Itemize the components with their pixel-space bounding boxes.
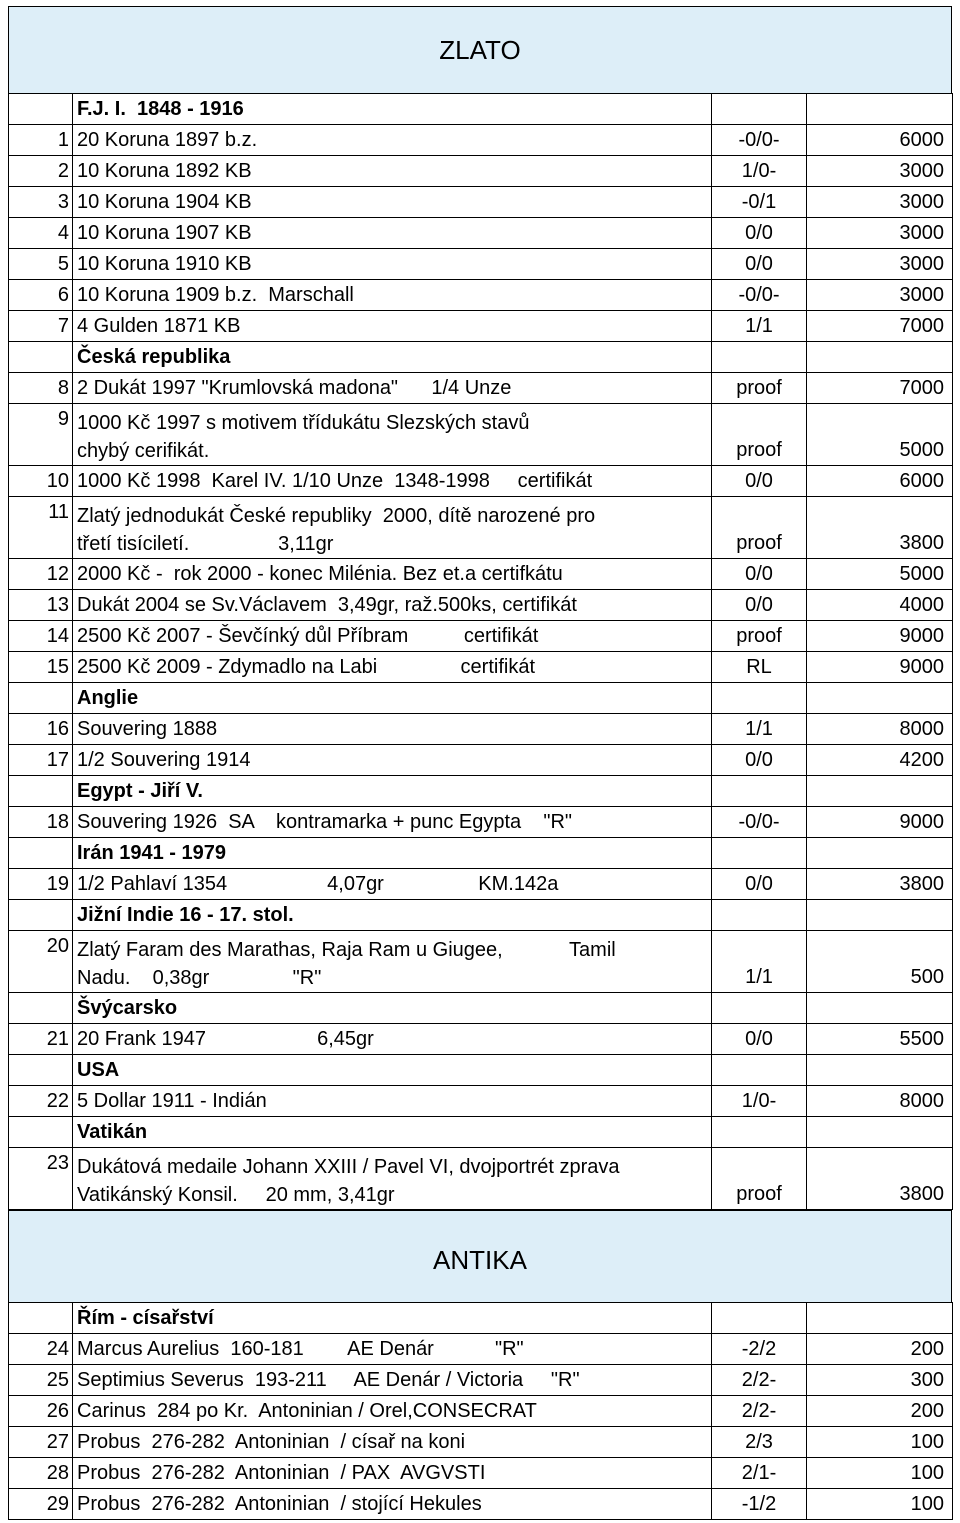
section-banner-antika (8, 1210, 952, 1302)
grade-cell: -0/0- (712, 125, 807, 156)
section-header-label: Řím - císařství (73, 1303, 712, 1334)
table-row (9, 559, 953, 590)
item-description: Dukát 2004 se Sv.Václavem 3,49gr, raž.500ks, certifikát (73, 590, 712, 621)
price-cell: 3000 (807, 280, 953, 311)
row-number: 16 (9, 714, 73, 745)
table-row (9, 807, 953, 838)
item-description: 2500 Kč 2007 - Ševčínký důl Příbram certifikát (73, 621, 712, 652)
price-cell (807, 683, 953, 714)
item-description-line: Zlatý Faram des Marathas, Raja Ram u Giugee, Tamil (77, 939, 616, 961)
row-number: 27 (9, 1427, 73, 1458)
item-description: Souvering 1926 SA kontramarka + punc Egypta "R" (73, 807, 712, 838)
grade-cell: -0/0- (712, 280, 807, 311)
row-number: 18 (9, 807, 73, 838)
item-description-line: Vatikánský Konsil. 20 mm, 3,41gr (77, 1184, 395, 1206)
section-header-label: Anglie (73, 683, 712, 714)
price-cell: 7000 (807, 373, 953, 404)
price-cell (807, 900, 953, 931)
table-row (9, 156, 953, 187)
row-number: 5 (9, 249, 73, 280)
row-number: 3 (9, 187, 73, 218)
table-row (9, 1024, 953, 1055)
price-cell: 3000 (807, 156, 953, 187)
item-description-line: chybý cerifikát. (77, 440, 210, 462)
item-description-line: Zlatý jednodukát České republiky 2000, dítě narozené pro (77, 505, 596, 527)
price-cell: 6000 (807, 125, 953, 156)
section-header-row (9, 342, 953, 373)
grade-cell: proof (712, 1148, 807, 1210)
table-row (9, 652, 953, 683)
price-cell: 500 (807, 931, 953, 993)
section-header-row (9, 1303, 953, 1334)
price-list-sheet (8, 6, 952, 1520)
grade-cell: 0/0 (712, 466, 807, 497)
section-header-label: USA (73, 1055, 712, 1086)
row-number: 25 (9, 1365, 73, 1396)
grade-cell (712, 683, 807, 714)
price-cell: 5000 (807, 559, 953, 590)
item-description (73, 931, 712, 993)
section-header-row (9, 838, 953, 869)
price-cell: 100 (807, 1489, 953, 1520)
grade-cell: 1/1 (712, 311, 807, 342)
price-cell (807, 342, 953, 373)
row-number: 22 (9, 1086, 73, 1117)
item-description: 4 Gulden 1871 KB (73, 311, 712, 342)
row-number: 15 (9, 652, 73, 683)
price-cell (807, 94, 953, 125)
price-cell: 5500 (807, 1024, 953, 1055)
table-row (9, 497, 953, 559)
grade-cell: 0/0 (712, 869, 807, 900)
table-row (9, 931, 953, 993)
table-row (9, 404, 953, 466)
item-description: Probus 276-282 Antoninian / císař na koni (73, 1427, 712, 1458)
grade-cell (712, 342, 807, 373)
row-number: 11 (9, 497, 73, 559)
section-header-label: Irán 1941 - 1979 (73, 838, 712, 869)
section-header-label: Egypt - Jiří V. (73, 776, 712, 807)
grade-cell: 0/0 (712, 559, 807, 590)
grade-cell: proof (712, 404, 807, 466)
price-cell: 7000 (807, 311, 953, 342)
item-description: Septimius Severus 193-211 AE Denár / Victoria "R" (73, 1365, 712, 1396)
item-description: 2 Dukát 1997 "Krumlovská madona" 1/4 Unze (73, 373, 712, 404)
item-description: Carinus 284 po Kr. Antoninian / Orel,CONSECRAT (73, 1396, 712, 1427)
row-number (9, 993, 73, 1024)
row-number (9, 683, 73, 714)
table-row (9, 1148, 953, 1210)
price-cell (807, 776, 953, 807)
section-header-row (9, 1117, 953, 1148)
grade-cell: 0/0 (712, 590, 807, 621)
row-number (9, 1117, 73, 1148)
section-header-row (9, 683, 953, 714)
row-number: 12 (9, 559, 73, 590)
price-cell: 3000 (807, 218, 953, 249)
table-row (9, 280, 953, 311)
section-header-row (9, 993, 953, 1024)
item-description-line: 1000 Kč 1997 s motivem třídukátu Slezských stavů (77, 412, 530, 434)
price-cell: 8000 (807, 1086, 953, 1117)
row-number: 4 (9, 218, 73, 249)
grade-cell: RL (712, 652, 807, 683)
section-title-zlato: ZLATO (439, 35, 521, 65)
table-antika (8, 1302, 953, 1520)
grade-cell: 2/3 (712, 1427, 807, 1458)
grade-cell (712, 1117, 807, 1148)
table-row (9, 187, 953, 218)
row-number: 13 (9, 590, 73, 621)
price-cell: 3000 (807, 249, 953, 280)
table-row (9, 218, 953, 249)
row-number: 20 (9, 931, 73, 993)
grade-cell: 0/0 (712, 1024, 807, 1055)
grade-cell: 0/0 (712, 745, 807, 776)
row-number (9, 838, 73, 869)
grade-cell (712, 993, 807, 1024)
item-description: Probus 276-282 Antoninian / PAX AVGVSTI (73, 1458, 712, 1489)
row-number: 26 (9, 1396, 73, 1427)
price-cell (807, 1055, 953, 1086)
price-cell: 9000 (807, 652, 953, 683)
section-header-row (9, 776, 953, 807)
price-cell: 4200 (807, 745, 953, 776)
grade-cell: 2/1- (712, 1458, 807, 1489)
grade-cell (712, 1055, 807, 1086)
section-header-row (9, 900, 953, 931)
price-cell: 200 (807, 1396, 953, 1427)
grade-cell (712, 776, 807, 807)
section-header-label: Česká republika (73, 342, 712, 373)
item-description: 10 Koruna 1910 KB (73, 249, 712, 280)
table-row (9, 311, 953, 342)
table-row (9, 1396, 953, 1427)
section-header-row (9, 94, 953, 125)
price-cell: 3800 (807, 869, 953, 900)
item-description (73, 404, 712, 466)
grade-cell: 2/2- (712, 1396, 807, 1427)
table-row (9, 125, 953, 156)
grade-cell: proof (712, 621, 807, 652)
price-cell: 9000 (807, 621, 953, 652)
price-cell: 300 (807, 1365, 953, 1396)
section-header-label: Vatikán (73, 1117, 712, 1148)
grade-cell: 0/0 (712, 249, 807, 280)
section-header-label: F.J. I. 1848 - 1916 (73, 94, 712, 125)
item-description (73, 497, 712, 559)
table-row (9, 1458, 953, 1489)
price-cell (807, 993, 953, 1024)
row-number: 19 (9, 869, 73, 900)
grade-cell (712, 900, 807, 931)
item-description (73, 1148, 712, 1210)
row-number: 21 (9, 1024, 73, 1055)
item-description: 10 Koruna 1892 KB (73, 156, 712, 187)
row-number: 1 (9, 125, 73, 156)
table-row (9, 621, 953, 652)
item-description-line: Nadu. 0,38gr "R" (77, 967, 322, 989)
table-row (9, 1427, 953, 1458)
item-description: 5 Dollar 1911 - Indián (73, 1086, 712, 1117)
row-number (9, 94, 73, 125)
item-description: 1/2 Souvering 1914 (73, 745, 712, 776)
section-header-label: Jižní Indie 16 - 17. stol. (73, 900, 712, 931)
grade-cell: proof (712, 497, 807, 559)
item-description: 1/2 Pahlaví 1354 4,07gr KM.142a (73, 869, 712, 900)
price-cell: 4000 (807, 590, 953, 621)
table-row (9, 1489, 953, 1520)
section-header-row (9, 1055, 953, 1086)
table-row (9, 1334, 953, 1365)
grade-cell: -2/2 (712, 1334, 807, 1365)
price-cell: 3800 (807, 1148, 953, 1210)
price-cell: 9000 (807, 807, 953, 838)
grade-cell: 0/0 (712, 218, 807, 249)
item-description: 1000 Kč 1998 Karel IV. 1/10 Unze 1348-1998 certifikát (73, 466, 712, 497)
price-cell: 6000 (807, 466, 953, 497)
row-number (9, 1303, 73, 1334)
row-number: 17 (9, 745, 73, 776)
row-number: 7 (9, 311, 73, 342)
price-cell: 3800 (807, 497, 953, 559)
price-cell: 200 (807, 1334, 953, 1365)
table-row (9, 373, 953, 404)
row-number: 14 (9, 621, 73, 652)
grade-cell (712, 838, 807, 869)
item-description: Probus 276-282 Antoninian / stojící Hekules (73, 1489, 712, 1520)
section-title-antika: ANTIKA (433, 1245, 527, 1275)
row-number: 28 (9, 1458, 73, 1489)
row-number: 29 (9, 1489, 73, 1520)
item-description: Souvering 1888 (73, 714, 712, 745)
item-description: 2500 Kč 2009 - Zdymadlo na Labi certifikát (73, 652, 712, 683)
row-number (9, 1055, 73, 1086)
table-row (9, 745, 953, 776)
row-number (9, 900, 73, 931)
row-number: 6 (9, 280, 73, 311)
grade-cell: -1/2 (712, 1489, 807, 1520)
item-description-line: třetí tisíciletí. 3,11gr (77, 533, 334, 555)
table-row (9, 1086, 953, 1117)
row-number (9, 776, 73, 807)
grade-cell: -0/1 (712, 187, 807, 218)
table-row (9, 1365, 953, 1396)
item-description: 20 Koruna 1897 b.z. (73, 125, 712, 156)
price-cell (807, 838, 953, 869)
section-banner-zlato (8, 6, 952, 93)
section-header-label: Švýcarsko (73, 993, 712, 1024)
row-number: 24 (9, 1334, 73, 1365)
grade-cell: 1/0- (712, 1086, 807, 1117)
row-number (9, 342, 73, 373)
grade-cell: -0/0- (712, 807, 807, 838)
price-cell: 8000 (807, 714, 953, 745)
grade-cell (712, 1303, 807, 1334)
grade-cell: 2/2- (712, 1365, 807, 1396)
grade-cell: 1/1 (712, 931, 807, 993)
table-row (9, 714, 953, 745)
item-description: 10 Koruna 1904 KB (73, 187, 712, 218)
grade-cell (712, 94, 807, 125)
item-description: 10 Koruna 1909 b.z. Marschall (73, 280, 712, 311)
grade-cell: 1/1 (712, 714, 807, 745)
price-cell (807, 1117, 953, 1148)
table-row (9, 466, 953, 497)
row-number: 2 (9, 156, 73, 187)
item-description: Marcus Aurelius 160-181 AE Denár "R" (73, 1334, 712, 1365)
item-description-line: Dukátová medaile Johann XXIII / Pavel VI, dvojportrét zprava (77, 1156, 620, 1178)
row-number: 10 (9, 466, 73, 497)
item-description: 20 Frank 1947 6,45gr (73, 1024, 712, 1055)
grade-cell: proof (712, 373, 807, 404)
price-cell (807, 1303, 953, 1334)
row-number: 9 (9, 404, 73, 466)
price-cell: 3000 (807, 187, 953, 218)
row-number: 8 (9, 373, 73, 404)
row-number: 23 (9, 1148, 73, 1210)
table-row (9, 249, 953, 280)
price-cell: 100 (807, 1458, 953, 1489)
table-row (9, 869, 953, 900)
price-cell: 5000 (807, 404, 953, 466)
item-description: 2000 Kč - rok 2000 - konec Milénia. Bez et.a certifkátu (73, 559, 712, 590)
item-description: 10 Koruna 1907 KB (73, 218, 712, 249)
table-row (9, 590, 953, 621)
price-cell: 100 (807, 1427, 953, 1458)
table-zlato (8, 93, 953, 1210)
grade-cell: 1/0- (712, 156, 807, 187)
